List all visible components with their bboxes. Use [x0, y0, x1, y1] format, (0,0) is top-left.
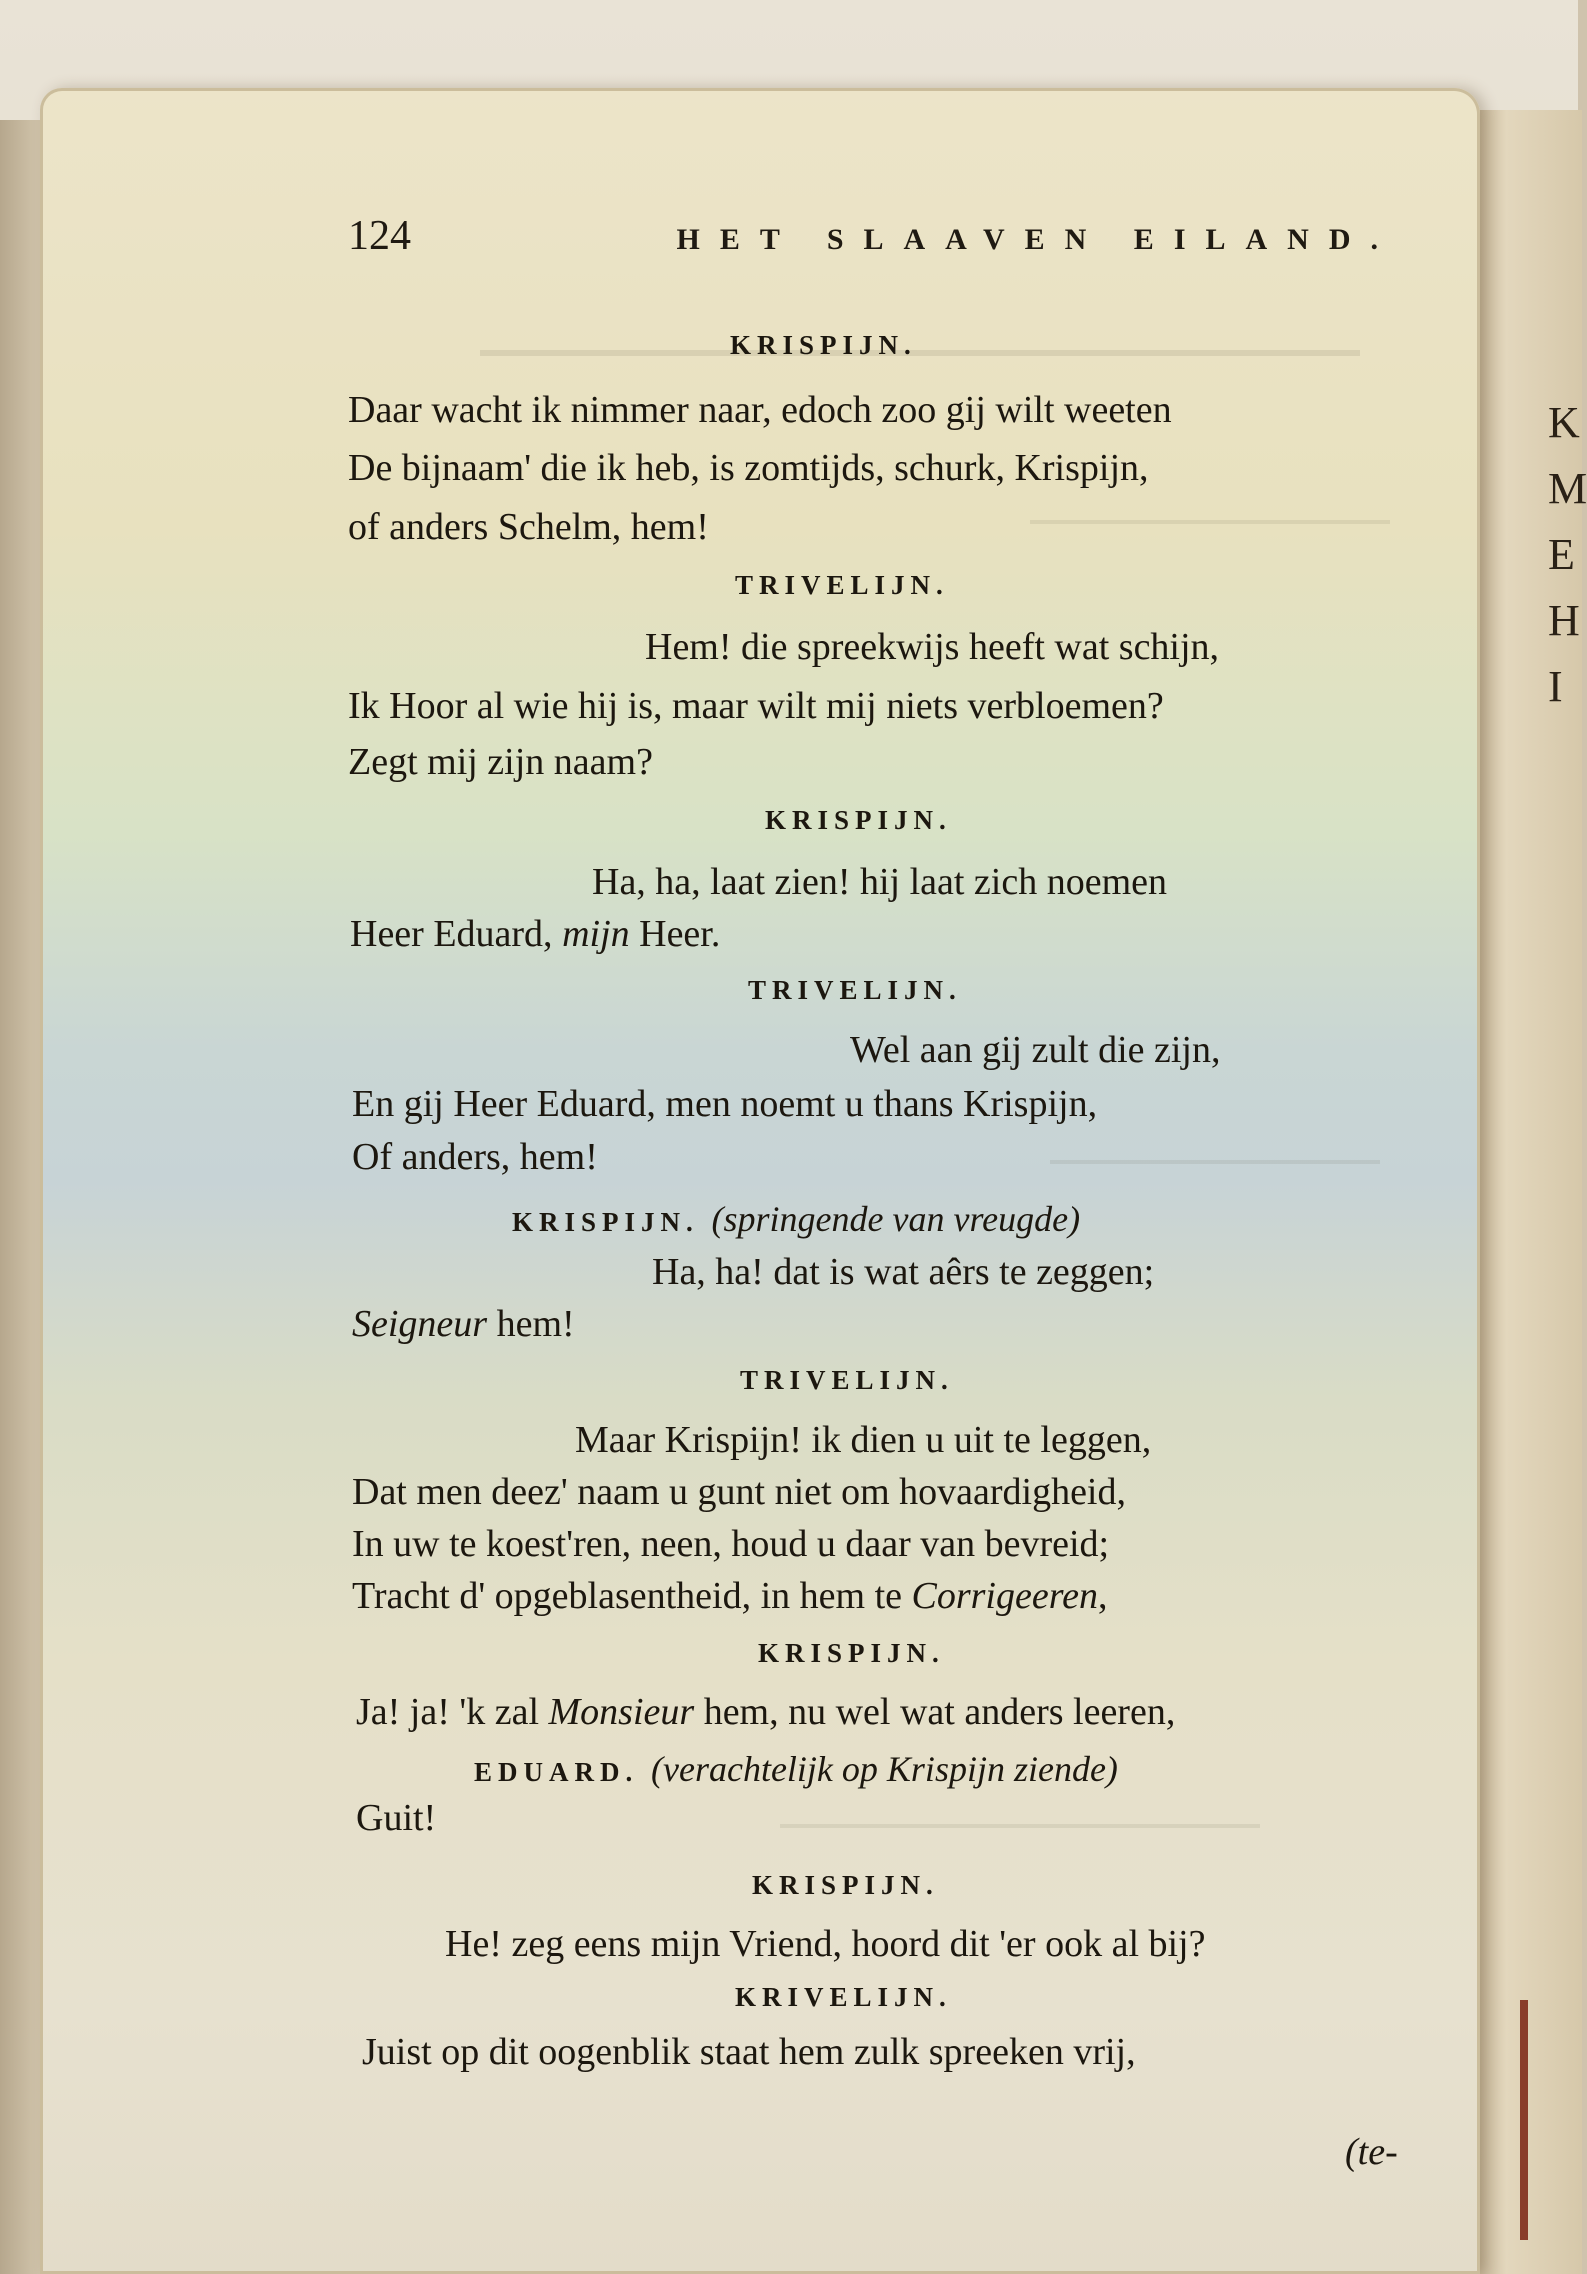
- speaker-label: KRISPIJN.: [758, 1638, 945, 1668]
- verse-line: Of anders, hem!: [352, 1136, 598, 1178]
- speaker-label: KRISPIJN.: [752, 1870, 939, 1900]
- bleed-through: [780, 1790, 1260, 1828]
- verse-line: Guit!: [356, 1797, 437, 1839]
- speaker-label: KRISPIJN.: [765, 805, 952, 835]
- speaker-name: KRISPIJN.: [512, 1207, 699, 1237]
- bleed-through: [1050, 1130, 1380, 1164]
- stage-direction: (verachtelijk op Krispijn ziende): [651, 1749, 1118, 1789]
- italic-span: mijn: [562, 913, 630, 955]
- verse-line: Ha, ha, laat zien! hij laat zich noemen: [592, 861, 1168, 903]
- verse-line: Ik Hoor al wie hij is, maar wilt mij niets verbloemen?: [348, 685, 1164, 727]
- text-span: hem!: [487, 1303, 575, 1345]
- bleed-through: [480, 290, 1360, 356]
- text-span: ,: [1097, 1575, 1108, 1617]
- speaker-label: KRIVELIJN.: [735, 1982, 952, 2012]
- text-span: Heer.: [629, 913, 721, 955]
- text-span: Tracht d' opgeblasentheid, in hem te: [352, 1575, 912, 1617]
- catchword: (te-: [1345, 2131, 1398, 2173]
- speaker-name: EDUARD.: [474, 1757, 639, 1787]
- verse-line: Dat men deez' naam u gunt niet om hovaardigheid,: [352, 1471, 1126, 1513]
- running-title: HET SLAAVEN EILAND.: [676, 223, 1398, 256]
- verse-line: [352, 1302, 575, 1346]
- speaker-label: KRISPIJN.: [730, 330, 917, 360]
- italic-span: Monsieur: [548, 1691, 695, 1733]
- verse-line: En gij Heer Eduard, men noemt u thans Krispijn,: [352, 1083, 1098, 1125]
- binding-edge: [1520, 2000, 1528, 2240]
- italic-span: Corrigeeren: [911, 1575, 1098, 1617]
- speaker-label: TRIVELIJN.: [748, 975, 962, 1005]
- text-span: hem, nu wel wat anders leeren,: [694, 1691, 1176, 1733]
- bleed-through: [1030, 490, 1390, 524]
- italic-span: Seigneur: [352, 1303, 488, 1345]
- verse-line: [350, 912, 720, 956]
- verse-line: [356, 1690, 1175, 1734]
- verse-line: He! zeg eens mijn Vriend, hoord dit 'er ook al bij?: [445, 1923, 1206, 1965]
- verse-line: Maar Krispijn! ik dien u uit te leggen,: [575, 1419, 1152, 1461]
- verse-line: of anders Schelm, hem!: [348, 506, 709, 548]
- facing-page-letters: K M E H I: [1548, 398, 1587, 711]
- text-span: Ja! ja! 'k zal: [356, 1691, 549, 1733]
- verse-line: Hem! die spreekwijs heeft wat schijn,: [645, 626, 1220, 668]
- verse-line: Ha, ha! dat is wat aêrs te zeggen;: [652, 1251, 1155, 1293]
- page-number: 124: [348, 213, 411, 259]
- verse-line: Wel aan gij zult die zijn,: [850, 1029, 1221, 1071]
- speaker-label: TRIVELIJN.: [735, 570, 949, 600]
- running-header: [348, 212, 1398, 260]
- stage-direction: (springende van vreugde): [711, 1199, 1081, 1239]
- verse-line: In uw te koest'ren, neen, houd u daar van bevreid;: [352, 1523, 1110, 1565]
- verse-line: Zegt mij zijn naam?: [348, 741, 653, 783]
- verse-line: De bijnaam' die ik heb, is zomtijds, schurk, Krispijn,: [348, 447, 1149, 489]
- verse-line: Juist op dit oogenblik staat hem zulk spreeken vrij,: [362, 2031, 1136, 2073]
- verse-line: [352, 1574, 1107, 1618]
- speaker-label: [512, 1198, 1080, 1240]
- text-span: Heer Eduard,: [350, 913, 563, 955]
- speaker-label: [474, 1748, 1118, 1790]
- speaker-label: TRIVELIJN.: [740, 1365, 954, 1395]
- verse-line: Daar wacht ik nimmer naar, edoch zoo gij wilt weeten: [348, 389, 1172, 431]
